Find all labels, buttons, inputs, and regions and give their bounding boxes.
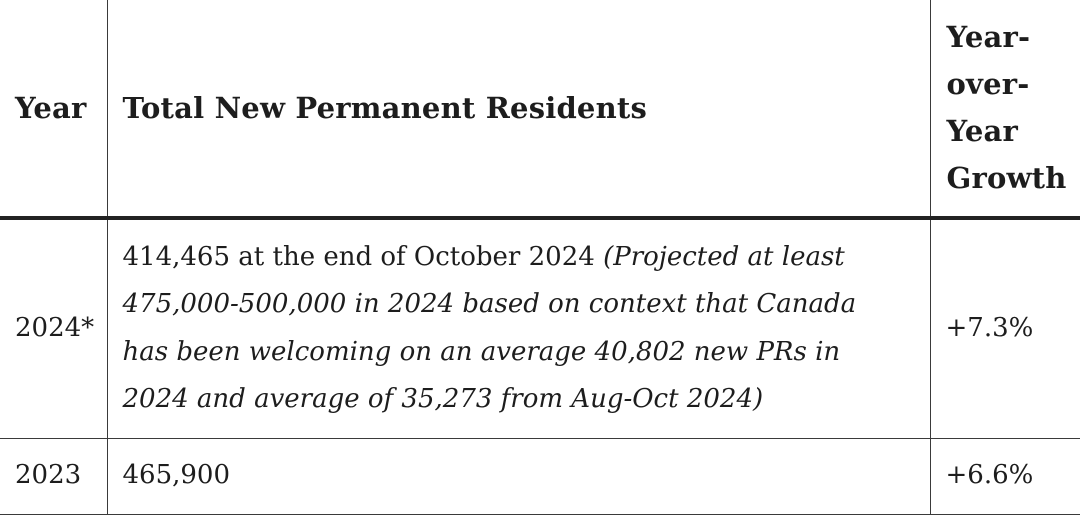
total-value: 414,465 at the end of October 2024 [122, 241, 595, 272]
cell-total [107, 218, 930, 438]
header-growth-line: over- [946, 67, 1030, 101]
table-row [0, 218, 1080, 438]
cell-total: 465,900 [107, 438, 930, 514]
header-year: Year [0, 0, 107, 218]
cell-year: 2023 [0, 438, 107, 514]
cell-year: 2024* [0, 218, 107, 438]
table-header [0, 0, 1080, 218]
header-total-new-permanent-residents: Total New Permanent Residents [107, 0, 930, 218]
cell-growth: +6.6% [930, 438, 1080, 514]
header-row [0, 0, 1080, 218]
header-growth-line: Year- [946, 20, 1031, 54]
header-year-over-year-growth [930, 0, 1080, 218]
projection-note: (Projected at least 475,000-500,000 in 2024 based on context that Canada has been welcoming on an average 40,802 new PRs in 2024 and average of 35,273 from Aug-Oct 2024) [122, 241, 857, 415]
table-row [0, 438, 1080, 514]
cell-growth: +7.3% [930, 218, 1080, 438]
header-growth-line: Growth [946, 161, 1067, 195]
table-body [0, 218, 1080, 514]
header-growth-line: Year [946, 114, 1019, 148]
